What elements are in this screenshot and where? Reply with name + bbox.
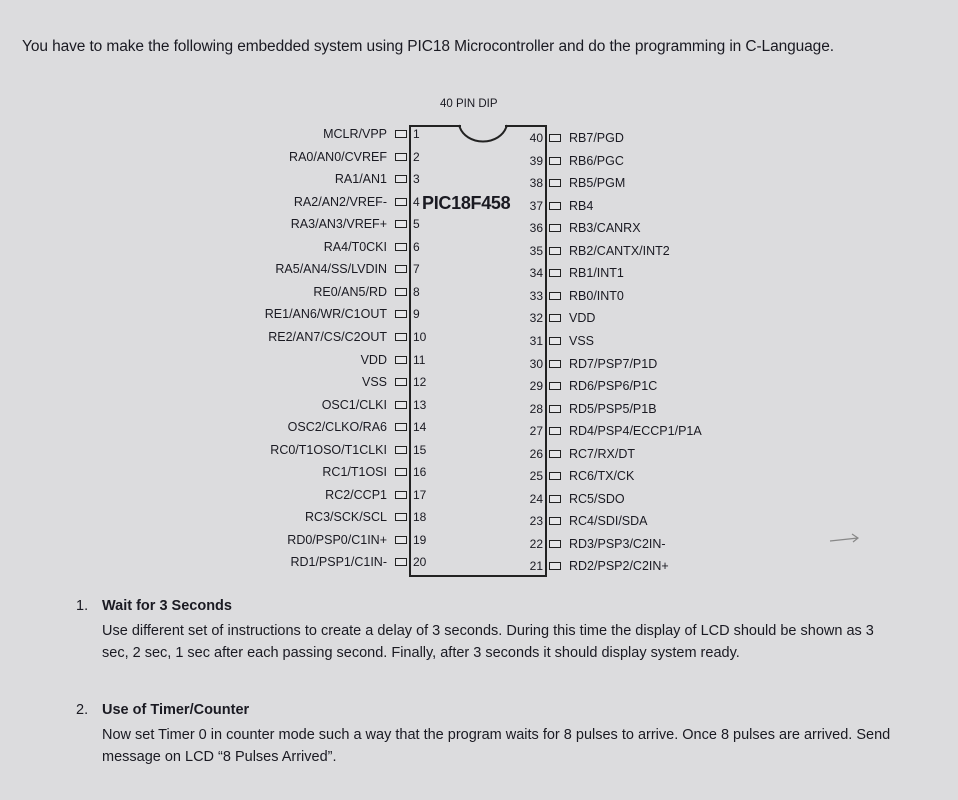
pin-number: 38 [529,176,543,191]
question-number: 1. [76,598,89,614]
pin-number: 39 [529,153,543,168]
pin-number: 34 [529,266,543,281]
pin-lead [395,446,407,454]
pin-number: 15 [413,442,427,457]
pin-lead [549,292,561,300]
pin-lead [395,153,407,161]
pin-label: RD4/PSP4/ECCP1/P1A [569,424,702,439]
pin-lead [549,382,561,390]
package-label: 40 PIN DIP [440,98,498,110]
pin-label: RB2/CANTX/INT2 [569,243,670,258]
pin-label: RC1/T1OSI [322,465,387,480]
pin-number: 27 [529,424,543,439]
pen-mark-icon [828,532,864,546]
pin-label: RB0/INT0 [569,288,624,303]
pin-number: 9 [413,307,420,322]
pin-lead [395,333,407,341]
chip-notch [457,107,509,147]
pin-lead [395,310,407,318]
pin-lead [395,220,407,228]
pin-lead [549,269,561,277]
pin-lead [395,491,407,499]
pin-number: 19 [413,532,427,547]
pin-lead [549,450,561,458]
pin-lead [549,157,561,165]
pin-lead [549,337,561,345]
pin-number: 4 [413,194,420,209]
pin-number: 22 [529,536,543,551]
pin-number: 37 [529,198,543,213]
pin-number: 11 [413,352,426,367]
pin-label: VDD [569,311,596,326]
pin-lead [395,536,407,544]
pin-number: 23 [529,514,543,529]
pin-number: 12 [413,375,427,390]
pin-lead [395,243,407,251]
pin-lead [395,288,407,296]
question-title: Use of Timer/Counter [102,702,250,718]
pin-lead [395,468,407,476]
pin-lead [395,265,407,273]
pin-number: 40 [529,131,543,145]
pin-number: 31 [529,333,543,348]
pin-number: 20 [413,555,427,570]
chip-top-edge [507,125,547,127]
intro-text: You have to make the following embedded system using PIC18 Microcontroller and do the programming in C-Language. [22,38,834,55]
pin-number: 14 [413,420,427,435]
pin-label: VSS [361,375,387,390]
pin-label: RB1/INT1 [569,266,624,281]
pin-label: RE2/AN7/CS/C2OUT [268,329,387,344]
pin-label: MCLR/VPP [323,127,387,141]
pin-lead [549,405,561,413]
pin-label: RC3/SCK/SCL [305,510,387,525]
pin-lead [549,202,561,210]
pin-label: RC6/TX/CK [569,469,635,484]
pin-lead [395,423,407,431]
pin-number: 32 [529,311,543,326]
pin-number: 6 [413,239,420,254]
pin-label: RE1/AN6/WR/C1OUT [264,307,387,322]
question-number: 2. [76,702,89,718]
pin-label: RD7/PSP7/P1D [569,356,658,371]
pin-lead [549,314,561,322]
pin-number: 25 [529,469,543,484]
pin-label: RB7/PGD [569,131,624,145]
pin-label: RA4/T0CKI [323,239,387,254]
pin-number: 28 [529,401,543,416]
pin-label: RD2/PSP2/C2IN+ [569,559,669,574]
pin-number: 5 [413,217,420,232]
pin-lead [395,401,407,409]
pin-lead [549,134,561,142]
pin-number: 24 [529,491,543,506]
pin-lead [549,472,561,480]
question-body: Now set Timer 0 in counter mode such a way that the program waits for 8 pulses to arrive. Once 8 pulses are arrived. Send message on LCD “8 Pulses Arrived”. [102,727,891,765]
pin-label: RA2/AN2/VREF- [293,194,387,209]
pin-label: RB6/PGC [569,153,624,168]
pin-lead [549,540,561,548]
pin-lead [395,513,407,521]
pin-label: RC4/SDI/SDA [569,514,648,529]
pin-lead [395,558,407,566]
pin-label: RD5/PSP5/P1B [569,401,657,416]
pin-label: RC5/SDO [569,491,625,506]
pin-number: 8 [413,284,420,299]
pin-label: RC7/RX/DT [569,446,635,461]
pin-label: RA0/AN0/CVREF [289,149,387,164]
pin-lead [395,378,407,386]
pin-number: 13 [413,397,427,412]
pin-lead [549,427,561,435]
pin-number: 26 [529,446,543,461]
pin-label: RB4 [569,198,594,213]
pin-number: 2 [413,149,420,164]
pin-label: OSC2/CLKO/RA6 [287,420,387,435]
pin-number: 35 [529,243,543,258]
pin-lead [549,562,561,570]
pin-lead [395,175,407,183]
pin-lead [395,356,407,364]
pin-label: RD1/PSP1/C1IN- [290,555,387,570]
pin-label: RA1/AN1 [334,172,387,187]
pin-label: RB3/CANRX [569,221,641,236]
pin-label: RC2/CCP1 [325,487,387,502]
pin-label: OSC1/CLKI [321,397,387,412]
pin-lead [549,247,561,255]
pin-label: RC0/T1OSO/T1CLKI [270,442,387,457]
question-body: Use different set of instructions to create a delay of 3 seconds. During this time the display of LCD should be shown as 3 sec, 2 sec, 1 sec after each passing second. Finally, after 3 seconds it should display system ready. [102,623,874,661]
pin-number: 17 [413,487,427,502]
pin-label: RA5/AN4/SS/LVDIN [275,262,387,277]
pin-number: 29 [529,379,543,394]
pin-lead [549,179,561,187]
question-title: Wait for 3 Seconds [102,598,232,614]
pin-label: RB5/PGM [569,176,626,191]
pin-label: RA3/AN3/VREF+ [290,217,387,232]
pin-number: 30 [529,356,543,371]
pin-label: RE0/AN5/RD [313,284,387,299]
pin-lead [549,360,561,368]
pin-number: 10 [413,329,427,344]
pin-lead [549,224,561,232]
pin-label: RD6/PSP6/P1C [569,379,658,394]
pin-number: 33 [529,288,543,303]
pin-lead [395,130,407,138]
pin-number: 3 [413,172,420,187]
pin-lead [549,517,561,525]
pin-lead [549,495,561,503]
pin-number: 18 [413,510,427,525]
pin-number: 1 [413,127,420,141]
pin-lead [395,198,407,206]
pin-label: RD3/PSP3/C2IN- [569,536,666,551]
pin-label: VDD [360,352,387,367]
pin-label: RD0/PSP0/C1IN+ [287,532,387,547]
pin-number: 7 [413,262,420,277]
pin-number: 36 [529,221,543,236]
pin-number: 16 [413,465,427,480]
chip-name: PIC18F458 [422,193,511,213]
pin-number: 21 [529,559,543,574]
pin-label: VSS [569,333,595,348]
